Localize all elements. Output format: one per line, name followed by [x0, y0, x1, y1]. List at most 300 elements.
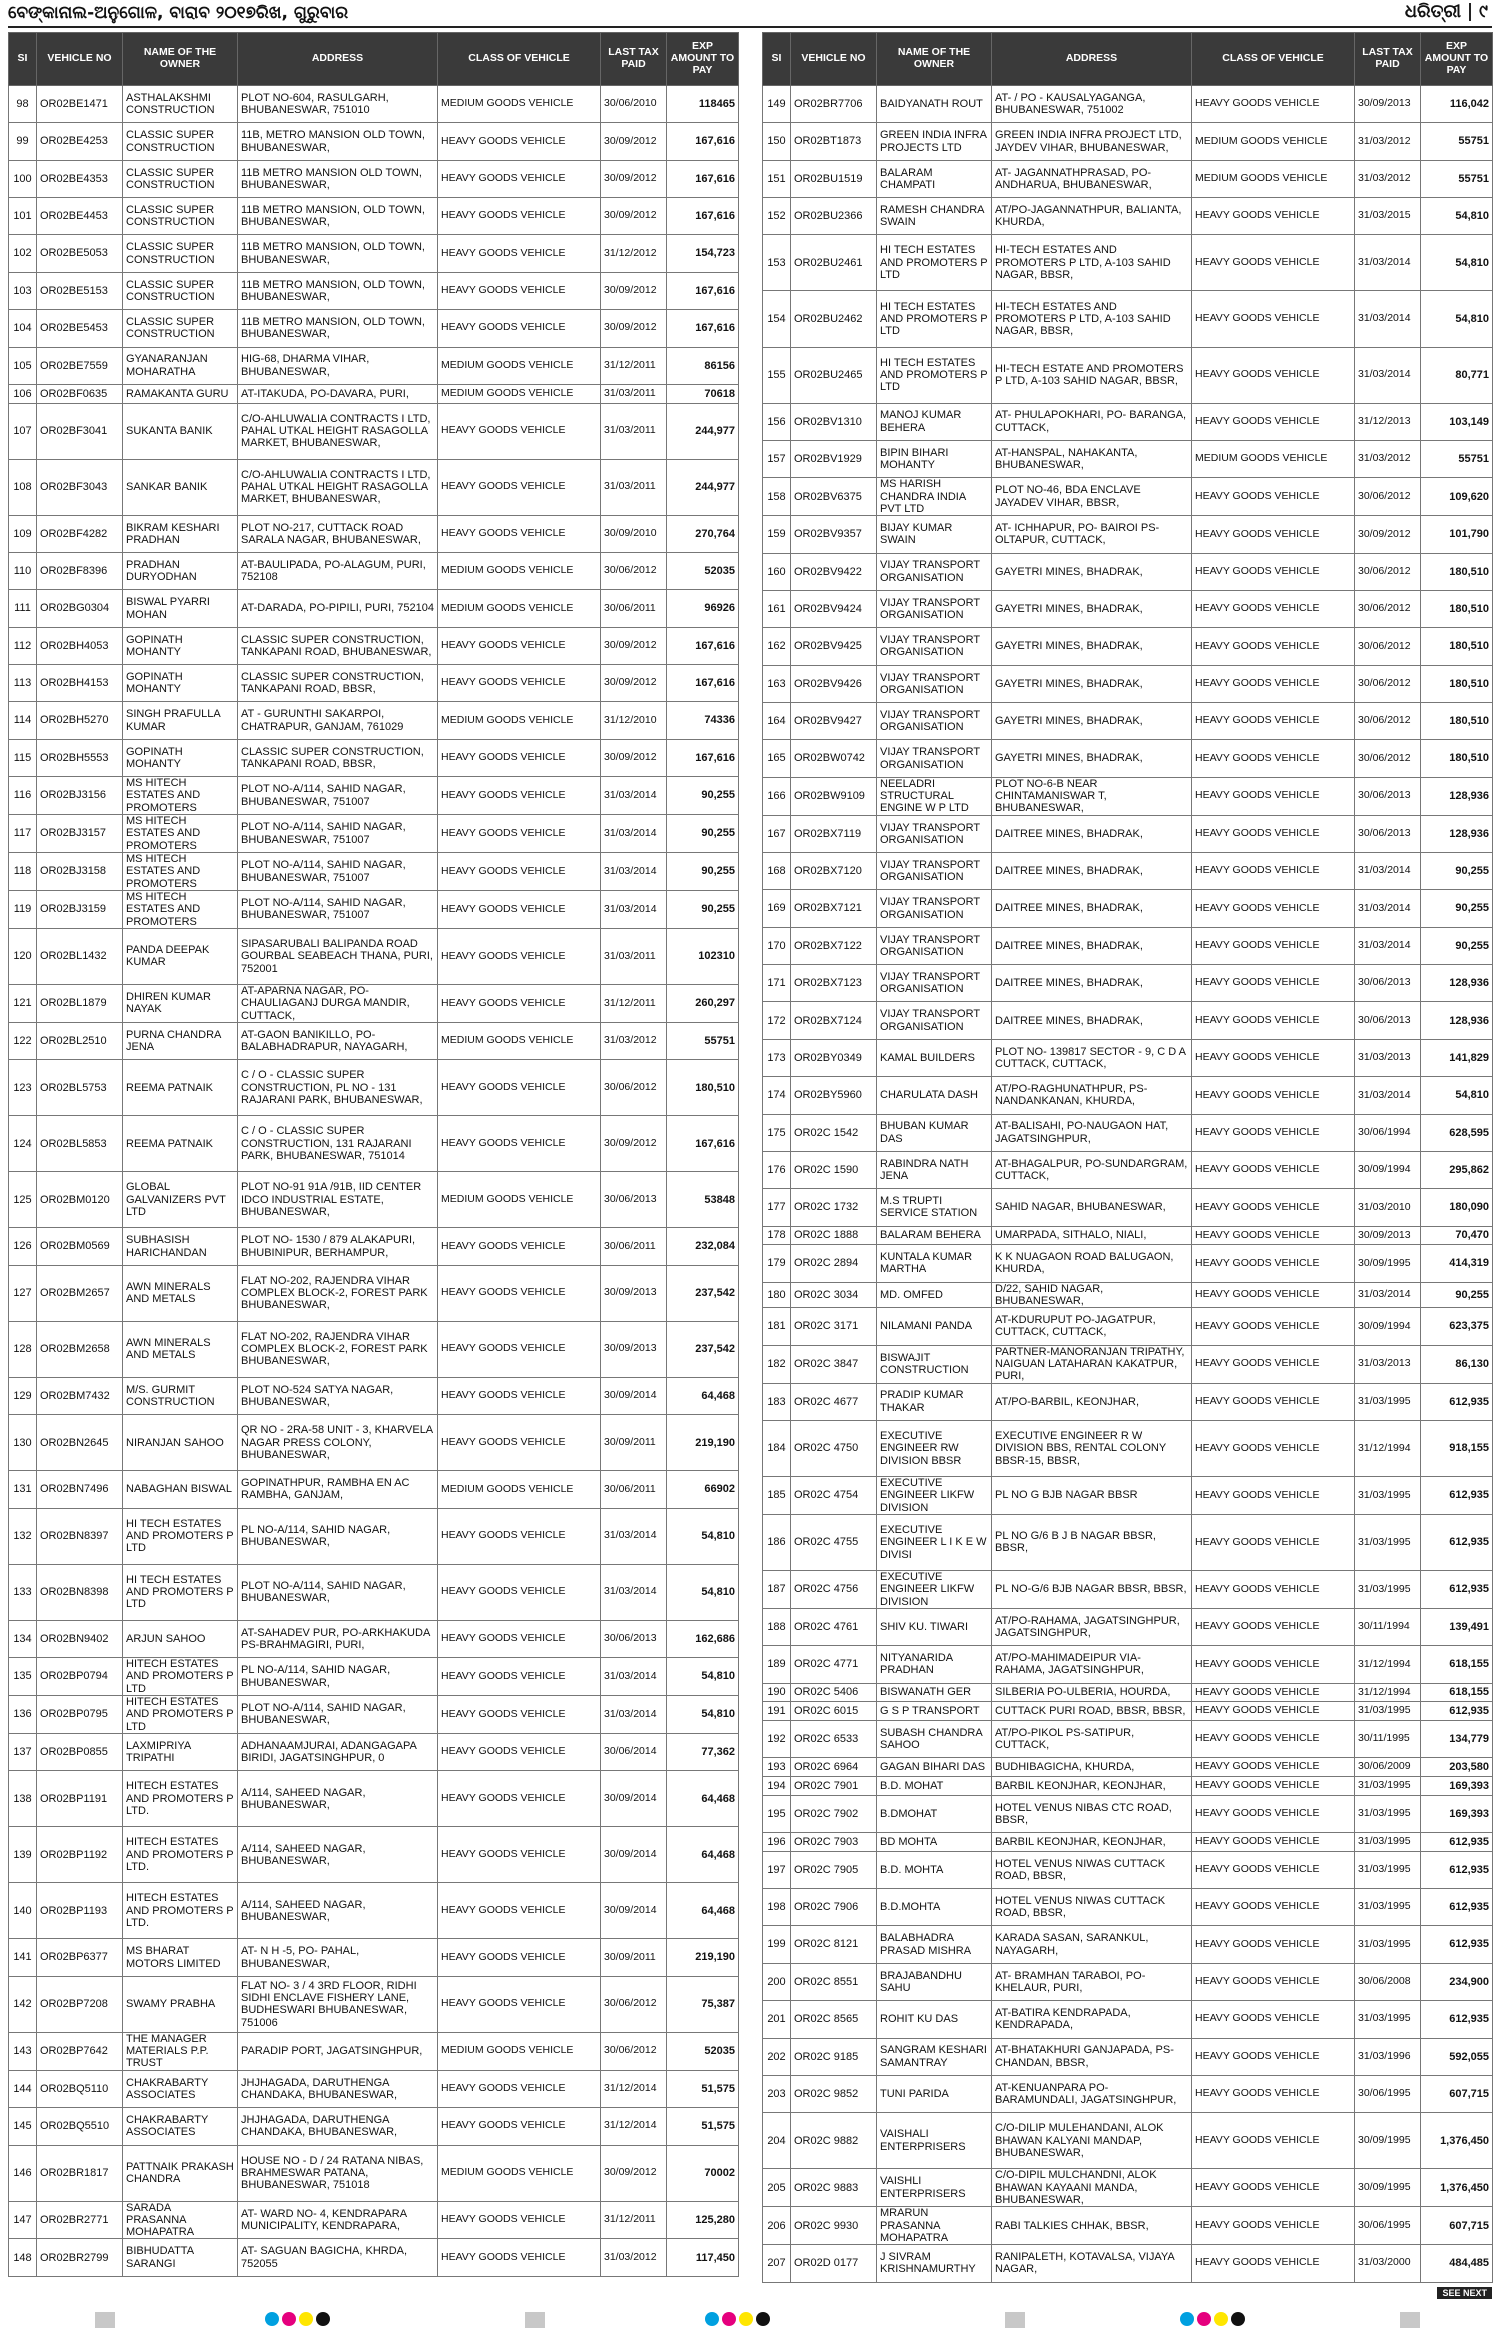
sl-cell: 154: [763, 291, 791, 347]
vehicle-class-cell: HEAVY GOODS VEHICLE: [1192, 1308, 1355, 1345]
vehicle-no-cell: OR02C 3171: [791, 1308, 877, 1345]
amount-cell: 607,715: [1421, 2207, 1493, 2245]
vehicle-class-cell: HEAVY GOODS VEHICLE: [438, 1883, 601, 1939]
vehicle-class-cell: HEAVY GOODS VEHICLE: [1192, 1514, 1355, 1570]
vehicle-no-cell: OR02BQ5510: [37, 2108, 123, 2145]
table-row: [763, 1851, 1493, 1888]
last-tax-paid-cell: 30/09/2013: [1355, 1226, 1421, 1245]
amount-cell: 167,616: [667, 665, 739, 702]
amount-cell: 141,829: [1421, 1039, 1493, 1076]
owner-name-cell: SINGH PRAFULLA KUMAR: [123, 702, 238, 739]
sl-cell: 111: [9, 590, 37, 627]
sl-cell: 176: [763, 1151, 791, 1188]
address-cell: AT- WARD NO- 4, KENDRAPARA MUNICIPALITY, KENDRAPARA,: [238, 2201, 438, 2239]
last-tax-paid-cell: 31/12/2010: [601, 702, 667, 739]
vehicle-class-cell: HEAVY GOODS VEHICLE: [1192, 1851, 1355, 1888]
vehicle-no-cell: OR02C 9185: [791, 2038, 877, 2075]
vehicle-no-cell: OR02C 4756: [791, 1570, 877, 1608]
vehicle-no-cell: OR02BF8396: [37, 553, 123, 590]
last-tax-paid-cell: 30/09/2013: [601, 1321, 667, 1377]
vehicle-no-cell: OR02BV9425: [791, 628, 877, 665]
vehicle-class-cell: HEAVY GOODS VEHICLE: [1192, 890, 1355, 927]
last-tax-paid-cell: 31/03/1995: [1355, 1777, 1421, 1796]
sl-cell: 163: [763, 665, 791, 702]
vehicle-class-cell: HEAVY GOODS VEHICLE: [1192, 198, 1355, 235]
address-cell: C/O-DILIP MULEHANDANI, ALOK BHAWAN KALYANI MANDAP, BHUBANESWAR,: [992, 2113, 1192, 2169]
table-row: [763, 2001, 1493, 2038]
amount-cell: 125,280: [667, 2201, 739, 2239]
owner-name-cell: VIJAY TRANSPORT ORGANISATION: [877, 965, 992, 1002]
last-tax-paid-cell: 30/06/2013: [601, 1172, 667, 1228]
owner-name-cell: PATTNAIK PRAKASH CHANDRA: [123, 2145, 238, 2201]
table-row: [9, 2145, 739, 2201]
masthead: [1405, 1, 1488, 22]
owner-name-cell: KUNTALA KUMAR MARTHA: [877, 1245, 992, 1282]
address-cell: DAITREE MINES, BHADRAK,: [992, 927, 1192, 964]
table-row: [9, 123, 739, 160]
address-cell: 11B METRO MANSION, OLD TOWN, BHUBANESWAR,: [238, 310, 438, 347]
sl-cell: 107: [9, 403, 37, 459]
sl-cell: 116: [9, 777, 37, 815]
last-tax-paid-cell: 31/03/2014: [601, 890, 667, 928]
vehicle-class-cell: HEAVY GOODS VEHICLE: [438, 310, 601, 347]
amount-cell: 116,042: [1421, 86, 1493, 123]
vehicle-no-cell: OR02BX7119: [791, 815, 877, 852]
vehicle-no-cell: OR02C 6015: [791, 1702, 877, 1721]
vehicle-class-cell: HEAVY GOODS VEHICLE: [1192, 1477, 1355, 1515]
vehicle-class-cell: HEAVY GOODS VEHICLE: [1192, 1345, 1355, 1383]
owner-name-cell: B.D. MOHAT: [877, 1777, 992, 1796]
address-cell: HOUSE NO - D / 24 RATANA NIBAS, BRAHMESWAR PATANA, BHUBANESWAR, 751018: [238, 2145, 438, 2201]
table-row: [763, 2075, 1493, 2112]
owner-name-cell: NITYANARIDA PRADHAN: [877, 1646, 992, 1683]
vehicle-no-cell: OR02C 6964: [791, 1758, 877, 1777]
sl-cell: 125: [9, 1172, 37, 1228]
vehicle-class-cell: HEAVY GOODS VEHICLE: [438, 2070, 601, 2107]
sl-cell: 110: [9, 553, 37, 590]
table-row: [9, 1564, 739, 1620]
owner-name-cell: BAIDYANATH ROUT: [877, 86, 992, 123]
col-owner-header: NAME OF THE OWNER: [123, 33, 238, 86]
vehicle-class-cell: HEAVY GOODS VEHICLE: [1192, 1608, 1355, 1645]
amount-cell: 180,090: [1421, 1189, 1493, 1226]
address-cell: AT- BRAMHAN TARABOI, PO-KHELAUR, PURI,: [992, 1963, 1192, 2000]
vehicle-no-cell: OR02BX7120: [791, 853, 877, 890]
last-tax-paid-cell: 31/03/2014: [1355, 853, 1421, 890]
owner-name-cell: MS HITECH ESTATES AND PROMOTERS: [123, 890, 238, 928]
table-row: [763, 1245, 1493, 1282]
vehicle-no-cell: OR02C 7903: [791, 1833, 877, 1852]
amount-cell: 70,470: [1421, 1226, 1493, 1245]
table-row: [763, 1477, 1493, 1515]
sl-cell: 146: [9, 2145, 37, 2201]
table-row: [763, 703, 1493, 740]
vehicle-class-cell: HEAVY GOODS VEHICLE: [1192, 516, 1355, 553]
address-cell: GAYETRI MINES, BHADRAK,: [992, 740, 1192, 777]
vehicle-class-cell: HEAVY GOODS VEHICLE: [438, 2239, 601, 2276]
table-row: [763, 2245, 1493, 2282]
amount-cell: 612,935: [1421, 1514, 1493, 1570]
vehicle-no-cell: OR02BR1817: [37, 2145, 123, 2201]
last-tax-paid-cell: 31/03/2013: [1355, 1039, 1421, 1076]
last-tax-paid-cell: 31/03/2011: [601, 459, 667, 515]
sl-cell: 171: [763, 965, 791, 1002]
table-row: [763, 1189, 1493, 1226]
vehicle-class-cell: HEAVY GOODS VEHICLE: [1192, 1702, 1355, 1721]
address-cell: C / O - CLASSIC SUPER CONSTRUCTION, 131 RAJARANI PARK, BHUBANESWAR, 751014: [238, 1116, 438, 1172]
table-row: [763, 815, 1493, 852]
vehicle-class-cell: HEAVY GOODS VEHICLE: [1192, 965, 1355, 1002]
owner-name-cell: VIJAY TRANSPORT ORGANISATION: [877, 890, 992, 927]
sl-cell: 189: [763, 1646, 791, 1683]
vehicle-no-cell: OR02C 4677: [791, 1383, 877, 1420]
vehicle-class-cell: HEAVY GOODS VEHICLE: [1192, 403, 1355, 440]
sl-cell: 135: [9, 1658, 37, 1696]
vehicle-no-cell: OR02C 2894: [791, 1245, 877, 1282]
amount-cell: 1,376,450: [1421, 2169, 1493, 2207]
table-row: [9, 1265, 739, 1321]
amount-cell: 70002: [667, 2145, 739, 2201]
owner-name-cell: BIJAY KUMAR SWAIN: [877, 516, 992, 553]
vehicle-class-cell: HEAVY GOODS VEHICLE: [438, 272, 601, 309]
table-row: [763, 1383, 1493, 1420]
vehicle-no-cell: OR02BM0569: [37, 1228, 123, 1265]
vehicle-class-cell: MEDIUM GOODS VEHICLE: [1192, 160, 1355, 197]
table-row: [763, 86, 1493, 123]
color-dots: [1180, 2312, 1248, 2328]
address-cell: BARBIL KEONJHAR, KEONJHAR,: [992, 1833, 1192, 1852]
vehicle-class-cell: HEAVY GOODS VEHICLE: [1192, 853, 1355, 890]
color-dots: [705, 2312, 773, 2328]
sl-cell: 187: [763, 1570, 791, 1608]
owner-name-cell: DHIREN KUMAR NAYAK: [123, 984, 238, 1022]
amount-cell: 612,935: [1421, 1926, 1493, 1963]
sl-cell: 130: [9, 1415, 37, 1471]
sl-cell: 151: [763, 160, 791, 197]
owner-name-cell: GLOBAL GALVANIZERS PVT LTD: [123, 1172, 238, 1228]
last-tax-paid-cell: 31/03/2010: [1355, 1189, 1421, 1226]
vehicle-class-cell: MEDIUM GOODS VEHICLE: [438, 702, 601, 739]
vehicle-class-cell: HEAVY GOODS VEHICLE: [438, 235, 601, 272]
registration-block: [95, 2312, 115, 2328]
vehicle-class-cell: MEDIUM GOODS VEHICLE: [438, 86, 601, 123]
last-tax-paid-cell: 31/03/2011: [601, 403, 667, 459]
vehicle-class-cell: HEAVY GOODS VEHICLE: [438, 459, 601, 515]
address-cell: AT/PO-MAHIMADEIPUR VIA-RAHAMA, JAGATSINGHPUR,: [992, 1646, 1192, 1683]
amount-cell: 54,810: [667, 1508, 739, 1564]
last-tax-paid-cell: 30/09/1995: [1355, 2113, 1421, 2169]
vehicle-no-cell: OR02BV9427: [791, 703, 877, 740]
owner-name-cell: VIJAY TRANSPORT ORGANISATION: [877, 628, 992, 665]
owner-name-cell: CLASSIC SUPER CONSTRUCTION: [123, 272, 238, 309]
vehicle-class-cell: HEAVY GOODS VEHICLE: [438, 1116, 601, 1172]
sl-cell: 173: [763, 1039, 791, 1076]
owner-name-cell: MD. OMFED: [877, 1282, 992, 1308]
table-header-row: [9, 33, 739, 86]
sl-cell: 207: [763, 2245, 791, 2282]
owner-name-cell: ROHIT KU DAS: [877, 2001, 992, 2038]
address-cell: DAITREE MINES, BHADRAK,: [992, 965, 1192, 1002]
amount-cell: 203,580: [1421, 1758, 1493, 1777]
amount-cell: 55751: [1421, 160, 1493, 197]
amount-cell: 128,936: [1421, 815, 1493, 852]
table-row: [9, 1415, 739, 1471]
last-tax-paid-cell: 30/06/2014: [601, 1733, 667, 1770]
sl-cell: 139: [9, 1827, 37, 1883]
table-row: [9, 1939, 739, 1976]
address-cell: AT-BALISAHI, PO-NAUGAON HAT, JAGATSINGHPUR,: [992, 1114, 1192, 1151]
table-row: [9, 515, 739, 552]
owner-name-cell: CHARULATA DASH: [877, 1077, 992, 1114]
sl-cell: 136: [9, 1696, 37, 1734]
amount-cell: 90,255: [667, 815, 739, 853]
vehicle-class-cell: HEAVY GOODS VEHICLE: [1192, 1151, 1355, 1188]
owner-name-cell: EXECUTIVE ENGINEER L I K E W DIVISI: [877, 1514, 992, 1570]
owner-name-cell: VAISHLI ENTERPRISERS: [877, 2169, 992, 2207]
amount-cell: 154,723: [667, 235, 739, 272]
address-cell: GAYETRI MINES, BHADRAK,: [992, 703, 1192, 740]
vehicle-no-cell: OR02C 7901: [791, 1777, 877, 1796]
table-row: [9, 665, 739, 702]
owner-name-cell: HI TECH ESTATES AND PROMOTERS P LTD: [877, 235, 992, 291]
address-cell: PLOT NO-91 91A /91B, IID CENTER IDCO INDUSTRIAL ESTATE, BHUBANESWAR,: [238, 1172, 438, 1228]
vehicle-no-cell: OR02BR2771: [37, 2201, 123, 2239]
address-cell: C/O-DIPIL MULCHANDNI, ALOK BHAWAN KAYAANI MANDA, BHUBANESWAR,: [992, 2169, 1192, 2207]
table-row: [763, 665, 1493, 702]
sl-cell: 115: [9, 739, 37, 776]
owner-name-cell: VIJAY TRANSPORT ORGANISATION: [877, 665, 992, 702]
sl-cell: 204: [763, 2113, 791, 2169]
last-tax-paid-cell: 30/09/2012: [601, 123, 667, 160]
sl-cell: 117: [9, 815, 37, 853]
table-row: [9, 235, 739, 272]
cyan-dot: [265, 2312, 279, 2326]
sl-cell: 144: [9, 2070, 37, 2107]
sl-cell: 168: [763, 853, 791, 890]
last-tax-paid-cell: 31/03/1995: [1355, 1795, 1421, 1832]
last-tax-paid-cell: 31/12/1994: [1355, 1420, 1421, 1476]
sl-cell: 184: [763, 1420, 791, 1476]
vehicle-no-cell: OR02BE4253: [37, 123, 123, 160]
last-tax-paid-cell: 31/12/1994: [1355, 1646, 1421, 1683]
vehicle-class-cell: HEAVY GOODS VEHICLE: [438, 2201, 601, 2239]
col-class-header: CLASS OF VEHICLE: [438, 33, 601, 86]
vehicle-no-cell: OR02BP1193: [37, 1883, 123, 1939]
sl-cell: 191: [763, 1702, 791, 1721]
address-cell: QR NO - 2RA-58 UNIT - 3, KHARVELA NAGAR PRESS COLONY, BHUBANESWAR,: [238, 1415, 438, 1471]
last-tax-paid-cell: 31/03/2012: [601, 2239, 667, 2276]
amount-cell: 90,255: [1421, 853, 1493, 890]
sl-cell: 103: [9, 272, 37, 309]
table-row: [763, 1420, 1493, 1476]
owner-name-cell: THE MANAGER MATERIALS P.P. TRUST: [123, 2032, 238, 2070]
sl-cell: 178: [763, 1226, 791, 1245]
last-tax-paid-cell: 31/03/2014: [601, 1564, 667, 1620]
table-row: [763, 1777, 1493, 1796]
amount-cell: 612,935: [1421, 1383, 1493, 1420]
amount-cell: 102310: [667, 928, 739, 984]
vehicle-class-cell: HEAVY GOODS VEHICLE: [1192, 1245, 1355, 1282]
address-cell: AT - GURUNTHI SAKARPOI, CHATRAPUR, GANJAM, 761029: [238, 702, 438, 739]
sl-cell: 108: [9, 459, 37, 515]
last-tax-paid-cell: 30/06/1994: [1355, 1114, 1421, 1151]
vehicle-no-cell: OR02C 9852: [791, 2075, 877, 2112]
vehicle-class-cell: HEAVY GOODS VEHICLE: [438, 1377, 601, 1414]
address-cell: AT-KDURUPUT PO-JAGATPUR, CUTTACK, CUTTACK,: [992, 1308, 1192, 1345]
vehicle-no-cell: OR02BV6375: [791, 478, 877, 516]
last-tax-paid-cell: 31/03/1995: [1355, 1851, 1421, 1888]
col-last-tax-header: LAST TAX PAID: [1355, 33, 1421, 86]
sl-cell: 180: [763, 1282, 791, 1308]
address-cell: SAHID NAGAR, BHUBANESWAR,: [992, 1189, 1192, 1226]
last-tax-paid-cell: 30/09/2014: [601, 1883, 667, 1939]
amount-cell: 232,084: [667, 1228, 739, 1265]
last-tax-paid-cell: 30/06/2013: [1355, 777, 1421, 815]
edition-dateline: ବେଙ୍କାନାଲ-ଅନୁଗୋଳ, ବାରାବ ୨୦୧୭ରିଖ, ଗୁରୁବାର: [8, 3, 349, 23]
table-row: [9, 853, 739, 891]
sl-cell: 202: [763, 2038, 791, 2075]
amount-cell: 167,616: [667, 310, 739, 347]
address-cell: PARADIP PORT, JAGATSINGHPUR,: [238, 2032, 438, 2070]
table-row: [9, 2108, 739, 2145]
address-cell: DAITREE MINES, BHADRAK,: [992, 853, 1192, 890]
vehicle-class-cell: HEAVY GOODS VEHICLE: [1192, 2169, 1355, 2207]
owner-name-cell: EXECUTIVE ENGINEER LIKFW DIVISION: [877, 1570, 992, 1608]
vehicle-no-cell: OR02BX7124: [791, 1002, 877, 1039]
table-row: [9, 1377, 739, 1414]
amount-cell: 51,575: [667, 2070, 739, 2107]
vehicle-no-cell: OR02BH4053: [37, 627, 123, 664]
address-cell: AT- N H -5, PO- PAHAL, BHUBANESWAR,: [238, 1939, 438, 1976]
sl-cell: 167: [763, 815, 791, 852]
last-tax-paid-cell: 30/06/2011: [601, 590, 667, 627]
vehicle-class-cell: HEAVY GOODS VEHICLE: [1192, 1833, 1355, 1852]
vehicle-no-cell: OR02BE4353: [37, 160, 123, 197]
vehicle-no-cell: OR02C 8121: [791, 1926, 877, 1963]
vehicle-no-cell: OR02BP7208: [37, 1976, 123, 2032]
owner-name-cell: J SIVRAM KRISHNAMURTHY: [877, 2245, 992, 2282]
col-address-header: ADDRESS: [238, 33, 438, 86]
address-cell: AT/PO-PIKOL PS-SATIPUR, CUTTACK,: [992, 1720, 1192, 1757]
vehicle-class-cell: HEAVY GOODS VEHICLE: [1192, 1039, 1355, 1076]
owner-name-cell: VIJAY TRANSPORT ORGANISATION: [877, 1002, 992, 1039]
table-row: [9, 1658, 739, 1696]
last-tax-paid-cell: 31/12/1994: [1355, 1683, 1421, 1702]
cyan-dot: [705, 2312, 719, 2326]
vehicle-class-cell: HEAVY GOODS VEHICLE: [438, 853, 601, 891]
vehicle-no-cell: OR02BJ3156: [37, 777, 123, 815]
table-row: [763, 1720, 1493, 1757]
vehicle-no-cell: OR02C 1542: [791, 1114, 877, 1151]
last-tax-paid-cell: 31/03/2014: [1355, 347, 1421, 403]
amount-cell: 260,297: [667, 984, 739, 1022]
vehicle-class-cell: HEAVY GOODS VEHICLE: [1192, 2245, 1355, 2282]
col-sl-header: SI: [9, 33, 37, 86]
address-cell: PLOT NO-A/114, SAHID NAGAR, BHUBANESWAR, 751007: [238, 853, 438, 891]
address-cell: FLAT NO-202, RAJENDRA VIHAR COMPLEX BLOCK-2, FOREST PARK BHUBANESWAR,: [238, 1265, 438, 1321]
yellow-dot: [299, 2312, 313, 2326]
last-tax-paid-cell: 31/03/2014: [601, 1696, 667, 1734]
sl-cell: 134: [9, 1620, 37, 1657]
vehicle-class-cell: HEAVY GOODS VEHICLE: [1192, 740, 1355, 777]
vehicle-class-cell: HEAVY GOODS VEHICLE: [438, 515, 601, 552]
vehicle-class-cell: MEDIUM GOODS VEHICLE: [1192, 440, 1355, 477]
vehicle-class-cell: HEAVY GOODS VEHICLE: [438, 1771, 601, 1827]
address-cell: GOPINATHPUR, RAMBHA EN AC RAMBHA, GANJAM,: [238, 1471, 438, 1508]
address-cell: GAYETRI MINES, BHADRAK,: [992, 665, 1192, 702]
sl-cell: 128: [9, 1321, 37, 1377]
owner-name-cell: NEELADRI STRUCTURAL ENGINE W P LTD: [877, 777, 992, 815]
sl-cell: 123: [9, 1060, 37, 1116]
sl-cell: 106: [9, 384, 37, 403]
address-cell: CLASSIC SUPER CONSTRUCTION, TANKAPANI ROAD, BBSR,: [238, 665, 438, 702]
last-tax-paid-cell: 31/03/1995: [1355, 2001, 1421, 2038]
address-cell: AT-ITAKUDA, PO-DAVARA, PURI,: [238, 384, 438, 403]
address-cell: AT-GAON BANIKILLO, PO-BALABHADRAPUR, NAYAGARH,: [238, 1022, 438, 1059]
owner-name-cell: HITECH ESTATES AND PROMOTERS P LTD.: [123, 1883, 238, 1939]
owner-name-cell: CLASSIC SUPER CONSTRUCTION: [123, 310, 238, 347]
address-cell: K K NUAGAON ROAD BALUGAON, KHURDA,: [992, 1245, 1192, 1282]
amount-cell: 64,468: [667, 1377, 739, 1414]
vehicle-no-cell: OR02BP7642: [37, 2032, 123, 2070]
table-row: [9, 1471, 739, 1508]
amount-cell: 55751: [667, 1022, 739, 1059]
amount-cell: 117,450: [667, 2239, 739, 2276]
last-tax-paid-cell: 31/03/2011: [601, 928, 667, 984]
table-row: [9, 1976, 739, 2032]
col-address-header: ADDRESS: [992, 33, 1192, 86]
address-cell: PLOT NO- 139817 SECTOR - 9, C D A CUTTACK, CUTTACK,: [992, 1039, 1192, 1076]
sl-cell: 140: [9, 1883, 37, 1939]
address-cell: CUTTACK PURI ROAD, BBSR, BBSR,: [992, 1702, 1192, 1721]
table-row: [763, 1963, 1493, 2000]
vehicle-no-cell: OR02BN2645: [37, 1415, 123, 1471]
vehicle-class-cell: HEAVY GOODS VEHICLE: [1192, 1002, 1355, 1039]
last-tax-paid-cell: 30/06/2013: [1355, 1002, 1421, 1039]
amount-cell: 64,468: [667, 1827, 739, 1883]
address-cell: AT-BAULIPADA, PO-ALAGUM, PURI, 752108: [238, 553, 438, 590]
last-tax-paid-cell: 30/09/2012: [1355, 516, 1421, 553]
owner-name-cell: ASTHALAKSHMI CONSTRUCTION: [123, 86, 238, 123]
col-sl-header: SI: [763, 33, 791, 86]
table-row: [763, 403, 1493, 440]
sl-cell: 158: [763, 478, 791, 516]
address-cell: C/O-AHLUWALIA CONTRACTS I LTD, PAHAL UTKAL HEIGHT RASAGOLLA MARKET, BHUBANESWAR,: [238, 459, 438, 515]
vehicle-class-cell: MEDIUM GOODS VEHICLE: [438, 347, 601, 384]
amount-cell: 118465: [667, 86, 739, 123]
address-cell: AT- SAGUAN BAGICHA, KHRDA, 752055: [238, 2239, 438, 2276]
vehicle-class-cell: HEAVY GOODS VEHICLE: [1192, 2075, 1355, 2112]
owner-name-cell: SUBHASISH HARICHANDAN: [123, 1228, 238, 1265]
table-row: [763, 1226, 1493, 1245]
vehicle-no-cell: OR02D 0177: [791, 2245, 877, 2282]
address-cell: DAITREE MINES, BHADRAK,: [992, 890, 1192, 927]
last-tax-paid-cell: 30/06/2012: [1355, 553, 1421, 590]
table-row: [9, 1620, 739, 1657]
last-tax-paid-cell: 30/06/2013: [1355, 965, 1421, 1002]
amount-cell: 414,319: [1421, 1245, 1493, 1282]
table-row: [9, 1733, 739, 1770]
sl-cell: 193: [763, 1758, 791, 1777]
vehicle-no-cell: OR02BP6377: [37, 1939, 123, 1976]
table-row: [763, 1039, 1493, 1076]
last-tax-paid-cell: 30/06/2011: [601, 1228, 667, 1265]
owner-name-cell: M.S TRUPTI SERVICE STATION: [877, 1189, 992, 1226]
address-cell: HI-TECH ESTATES AND PROMOTERS P LTD, A-103 SAHID NAGAR, BBSR,: [992, 291, 1192, 347]
vehicle-no-cell: OR02C 9930: [791, 2207, 877, 2245]
amount-cell: 234,900: [1421, 1963, 1493, 2000]
table-row: [9, 702, 739, 739]
